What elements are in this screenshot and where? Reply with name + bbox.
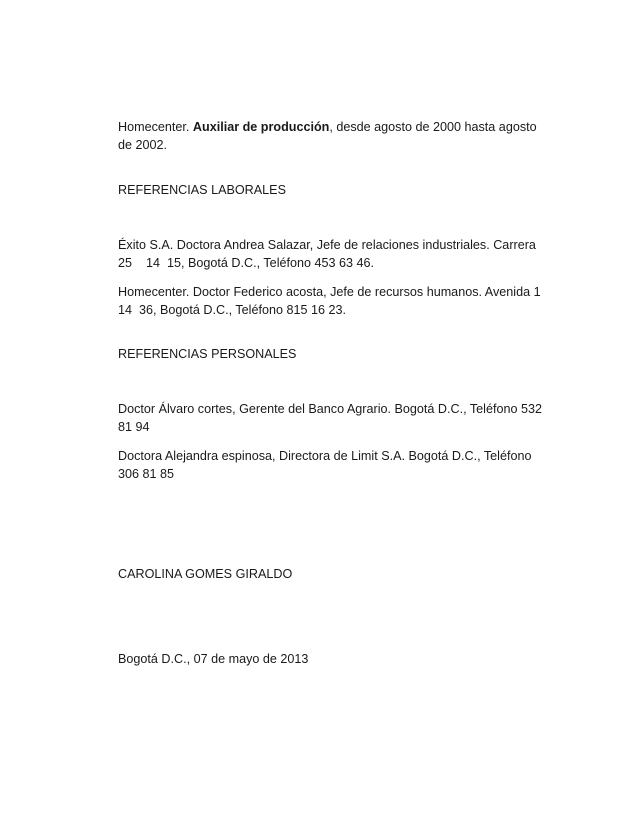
- personal-reference-line: 81 94: [118, 420, 150, 434]
- signature-name: CAROLINA GOMES GIRALDO: [118, 567, 293, 581]
- work-reference-item: [118, 283, 558, 319]
- work-references-heading: REFERENCIAS LABORALES: [118, 183, 286, 197]
- personal-reference-item: [118, 400, 558, 436]
- personal-reference-line: 306 81 85: [118, 467, 175, 481]
- experience-period: , desde agosto de 2000 hasta agosto: [329, 120, 537, 134]
- personal-reference-line: Doctora Alejandra espinosa, Directora de Limit S.A. Bogotá D.C., Teléfono: [118, 449, 532, 463]
- place-date: Bogotá D.C., 07 de mayo de 2013: [118, 652, 309, 666]
- work-reference-item: [118, 236, 558, 272]
- experience-company: Homecenter.: [118, 120, 190, 134]
- experience-entry: [118, 118, 558, 154]
- personal-reference-item: [118, 447, 558, 483]
- work-reference-line: Homecenter. Doctor Federico acosta, Jefe de recursos humanos. Avenida 1: [118, 285, 541, 299]
- personal-references-heading: REFERENCIAS PERSONALES: [118, 347, 297, 361]
- work-reference-line: Éxito S.A. Doctora Andrea Salazar, Jefe de relaciones industriales. Carrera: [118, 238, 536, 252]
- personal-reference-line: Doctor Álvaro cortes, Gerente del Banco Agrario. Bogotá D.C., Teléfono 532: [118, 402, 542, 416]
- experience-position: Auxiliar de producción: [192, 120, 330, 134]
- experience-period-end: de 2002.: [118, 138, 168, 152]
- work-reference-line: 25 14 15, Bogotá D.C., Teléfono 453 63 46.: [118, 256, 375, 270]
- work-reference-line: 14 36, Bogotá D.C., Teléfono 815 16 23.: [118, 303, 347, 317]
